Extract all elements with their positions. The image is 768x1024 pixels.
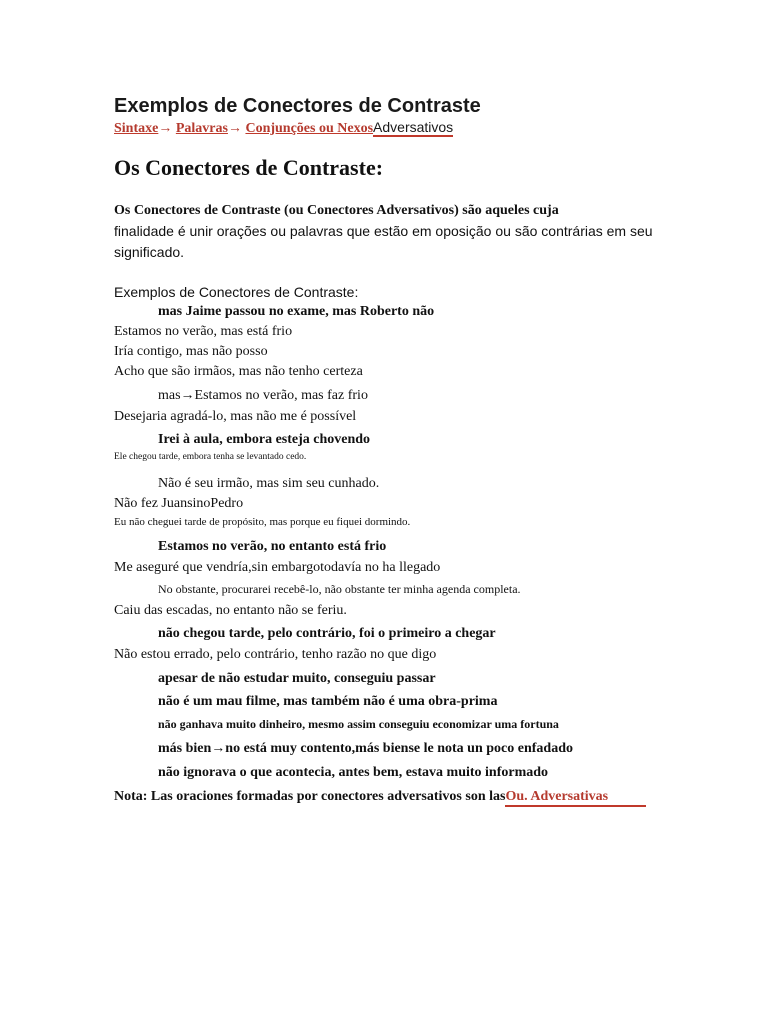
breadcrumb-link-conjuncoes[interactable]: Conjunções ou Nexos — [245, 121, 374, 136]
intro-bold-text: Os Conectores de Contraste (ou Conectores Adversativos) são aqueles cuja — [114, 203, 559, 218]
list-item — [114, 363, 363, 381]
list-item — [114, 431, 370, 449]
breadcrumb-arrow-1: → — [158, 121, 176, 136]
intro-text: finalidade é unir orações ou palavras que estão em oposição ou são contrárias em seu significado. — [114, 223, 653, 260]
list-item-text: Acho que são irmãos, mas não tenho certeza — [114, 364, 363, 379]
breadcrumb-link-sintaxe[interactable]: Sintaxe — [114, 121, 159, 136]
list-item — [114, 475, 379, 493]
list-item — [114, 646, 436, 664]
list-item — [114, 582, 521, 597]
list-item-text: mas Jaime passou no exame, mas Roberto não — [158, 304, 435, 319]
list-item — [114, 602, 347, 620]
list-item-text: Não fez JuansinoPedro — [114, 496, 244, 511]
list-item-text: Não estou errado, pelo contrário, tenho razão no que digo — [114, 647, 437, 662]
breadcrumb-arrow-2: → — [227, 121, 246, 136]
list-item — [114, 717, 559, 732]
list-item-text: Estamos no verão, mas está frio — [114, 324, 293, 339]
list-item-text: não chegou tarde, pelo contrário, foi o primeiro a chegar — [158, 626, 496, 641]
breadcrumb — [114, 118, 674, 136]
list-item-text: Me aseguré que vendría,sin embargotodavía no ha llegado — [114, 560, 441, 575]
list-item-text: No obstante, procurarei recebê-lo, não obstante ter minha agenda completa. — [158, 582, 521, 596]
list-item — [114, 303, 434, 321]
breadcrumb-current: Adversativos — [373, 119, 454, 135]
list-item — [114, 670, 436, 688]
list-item-text: Eu não cheguei tarde de propósito, mas porque eu fiquei dormindo. — [114, 516, 411, 528]
list-item-text: Desejaria agradá-lo, mas não me é possível — [114, 409, 357, 424]
list-item — [114, 343, 268, 361]
list-item-text: apesar de não estudar muito, conseguiu passar — [158, 671, 436, 686]
list-item-text: Caiu das escadas, no entanto não se feriu. — [114, 603, 347, 618]
list-item — [114, 559, 440, 577]
list-item — [114, 515, 410, 529]
list-item — [114, 693, 497, 711]
list-item-text: Estamos no verão, no entanto está frio — [158, 539, 387, 554]
footnote — [114, 789, 646, 807]
list-item — [114, 740, 573, 758]
list-item-text: não é um mau filme, mas também não é uma obra-prima — [158, 694, 498, 709]
list-item — [114, 451, 306, 463]
list-item — [114, 764, 548, 782]
footnote-text: Nota: Las oraciones formadas por conectores adversativos son las — [114, 789, 506, 804]
list-item — [114, 625, 496, 643]
list-item — [114, 408, 356, 426]
list-item-text: Iría contigo, mas não posso — [114, 344, 268, 359]
list-item-text: mas→Estamos no verão, mas faz frio — [158, 388, 368, 403]
list-item — [114, 538, 386, 556]
list-item — [114, 387, 368, 405]
breadcrumb-link-palavras[interactable]: Palavras — [175, 121, 228, 136]
list-item — [114, 495, 243, 513]
document-page — [114, 94, 674, 804]
footnote-link[interactable]: Ou. Adversativas — [505, 789, 646, 807]
list-item-text: Irei à aula, embora esteja chovendo — [158, 432, 371, 447]
list-item-text: não ganhava muito dinheiro, mesmo assim conseguiu economizar uma fortuna — [158, 717, 559, 731]
section-heading: Os Conectores de Contraste: — [114, 155, 384, 180]
list-item-text: Ele chegou tarde, embora tenha se levantado cedo. — [114, 452, 307, 462]
list-item — [114, 323, 292, 341]
list-item-text: Não é seu irmão, mas sim seu cunhado. — [158, 476, 380, 491]
list-item-text: não ignorava o que acontecia, antes bem, estava muito informado — [158, 765, 549, 780]
page-title: Exemplos de Conectores de Contraste — [114, 95, 481, 117]
examples-title: Exemplos de Conectores de Contraste: — [114, 284, 359, 300]
list-item-text: más bien→no está muy contento,más biense le nota un poco enfadado — [158, 741, 573, 756]
